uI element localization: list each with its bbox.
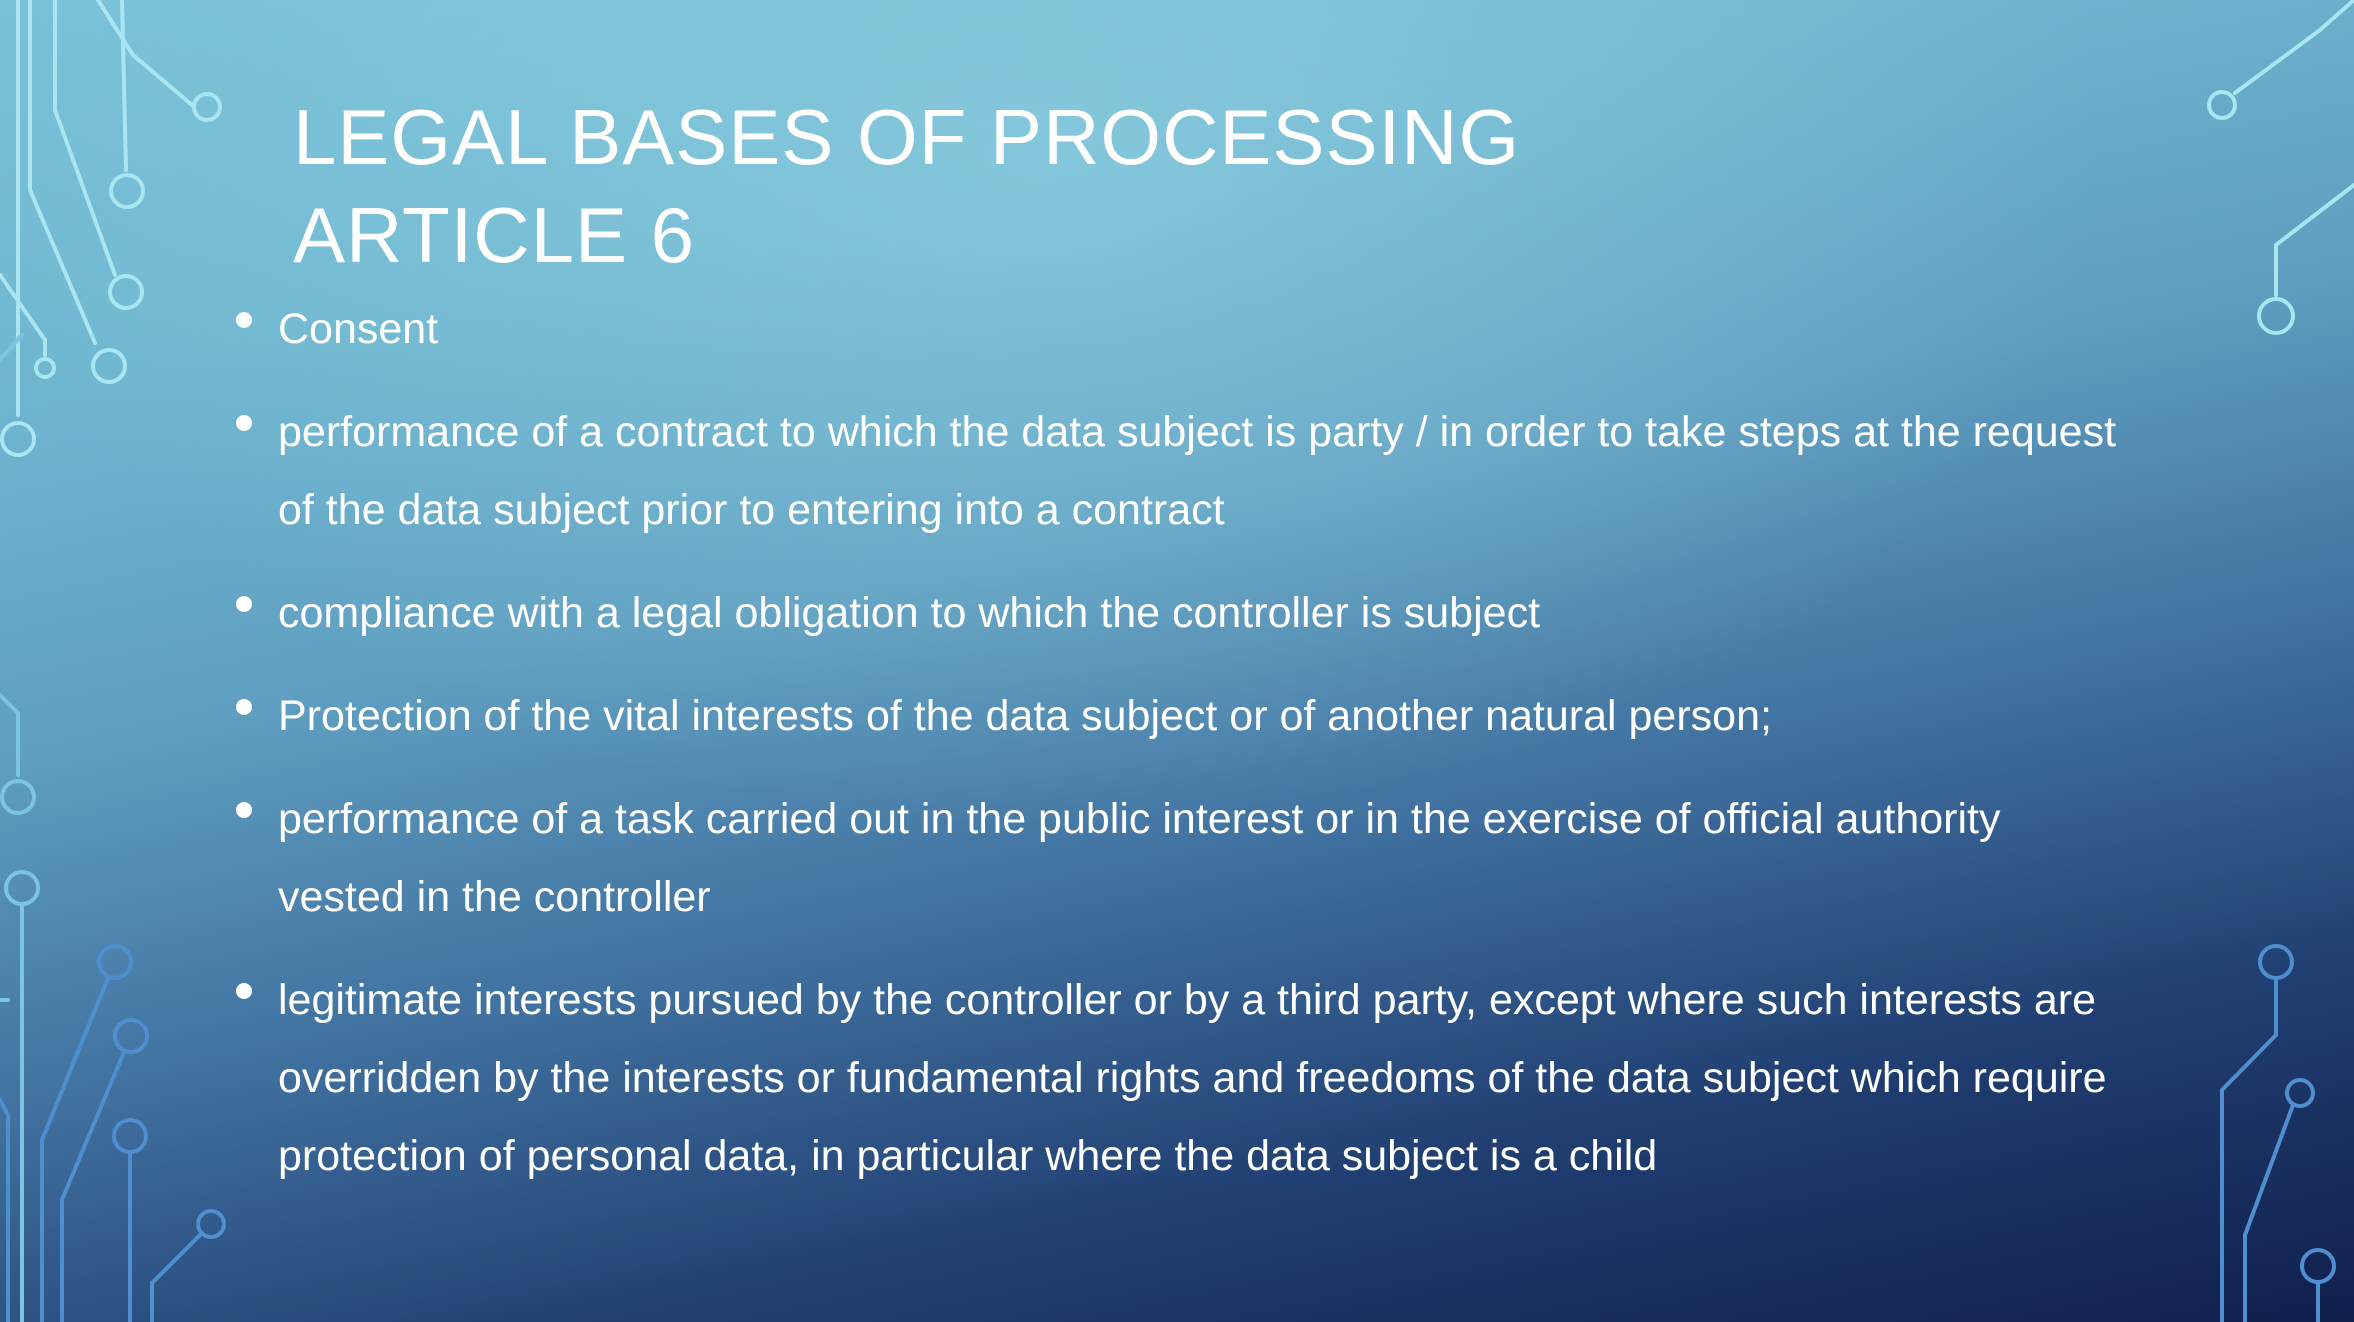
bullet-contract bbox=[232, 393, 2132, 549]
slide-title bbox=[293, 88, 2193, 284]
circuit-bottom-right bbox=[2222, 946, 2334, 1322]
bullet-text: Protection of the vital interests of the data subject or of another natural person; bbox=[278, 692, 1772, 740]
bullet-dot-icon bbox=[236, 596, 252, 612]
bullet-text: performance of a task carried out in the public interest or in the exercise of official authority vested in the controller bbox=[278, 795, 2001, 921]
bullet-text: legitimate interests pursued by the controller or by a third party, except where such interests are overridden by the interests or fundamental rights and freedoms of the data subject which require protection of personal data, in particular where the data subject is a child bbox=[278, 976, 2107, 1180]
bullet-dot-icon bbox=[236, 983, 252, 999]
bullet-public-interest bbox=[232, 780, 2132, 936]
bullet-vital-interests bbox=[232, 677, 2132, 755]
slide-title-line-2: ARTICLE 6 bbox=[293, 191, 696, 279]
bullet-dot-icon bbox=[236, 802, 252, 818]
circuit-top-right bbox=[2209, 0, 2354, 333]
bullet-text: compliance with a legal obligation to which the controller is subject bbox=[278, 589, 1541, 637]
circuit-top-left bbox=[0, 0, 220, 455]
slide-title-line-1: LEGAL BASES OF PROCESSING bbox=[293, 93, 1521, 181]
bullet-text: Consent bbox=[278, 305, 439, 353]
circuit-bottom-left bbox=[0, 946, 224, 1322]
bullet-text: performance of a contract to which the data subject is party / in order to take steps at the request of the data subject prior to entering into a contract bbox=[278, 408, 2117, 534]
circuit-left-middle bbox=[0, 695, 38, 1322]
bullet-dot-icon bbox=[236, 699, 252, 715]
bullet-legal-obligation bbox=[232, 574, 2132, 652]
bullet-list bbox=[232, 290, 2132, 1220]
bullet-dot-icon bbox=[236, 415, 252, 431]
bullet-dot-icon bbox=[236, 312, 252, 328]
bullet-consent bbox=[232, 290, 2132, 368]
bullet-legitimate-interests bbox=[232, 961, 2132, 1195]
